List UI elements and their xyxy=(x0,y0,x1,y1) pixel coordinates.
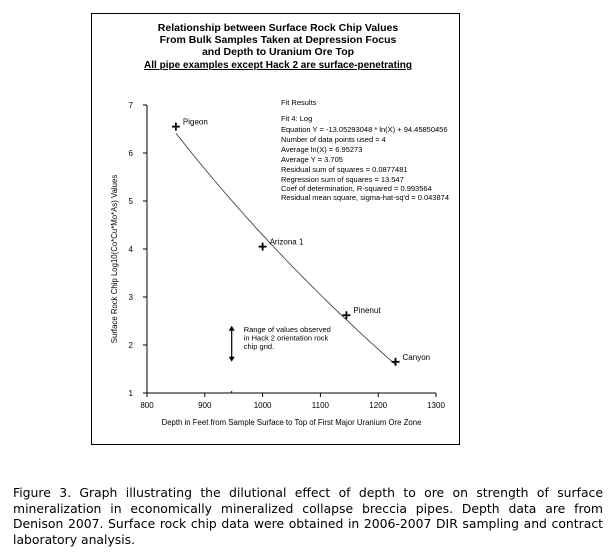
x-tick-label: 1000 xyxy=(253,401,272,410)
fit-result-line: Number of data points used = 4 xyxy=(281,135,386,144)
fit-result-line: Residual sum of squares = 0.0877481 xyxy=(281,165,408,174)
data-point-label: Pigeon xyxy=(182,117,208,127)
range-arrow-down-icon xyxy=(229,357,235,362)
range-annotation xyxy=(229,325,331,393)
x-tick-label: 1300 xyxy=(427,401,445,410)
x-tick-label: 900 xyxy=(198,401,212,410)
fit-result-line: Average Y = 3.705 xyxy=(281,155,343,164)
y-tick-label: 2 xyxy=(128,341,133,350)
fit-result-line: Residual mean square, sigma-hat-sq'd = 0.043874 xyxy=(281,193,449,202)
axes xyxy=(110,101,445,427)
range-annotation-text: chip grid. xyxy=(243,341,275,351)
fit-result-line: Coef of determination, R-squared = 0.993564 xyxy=(281,184,432,193)
fit-result-line: Fit 4: Log xyxy=(281,114,313,123)
fit-result-line: Regression sum of squares = 13.547 xyxy=(281,175,404,184)
y-tick-label: 3 xyxy=(128,293,133,302)
figure-caption: Figure 3. Graph illustrating the dilutional effect of depth to ore on strength of surface mineralization in economically mineralized collapse breccia pipes. Depth data are from Denison 2007. Surface rock chip data were obtained in 2006-2007 DIR sampling and contract laboratory analysis. xyxy=(13,485,603,547)
x-axis-label: Depth in Feet from Sample Surface to Top of First Major Uranium Ore Zone xyxy=(161,418,422,427)
fit-result-line: Average ln(X) = 6.95273 xyxy=(281,145,363,154)
chart-title-line: All pipe examples except Hack 2 are surface-penetrating xyxy=(144,60,412,71)
x-tick-label: 1100 xyxy=(311,401,330,410)
y-tick-label: 1 xyxy=(128,389,133,398)
x-tick-label: 1200 xyxy=(369,401,388,410)
data-point-label: Canyon xyxy=(402,352,431,362)
fit-result-line: Equation Y = -13.05293048 * ln(X) + 94.45850456 xyxy=(281,125,448,134)
y-axis-label: Surface Rock Chip Log10(Co*Cu*Mo*As) Values xyxy=(110,174,119,344)
range-annotation-text: in Hack 2 orientation rock xyxy=(243,333,329,343)
y-tick-label: 6 xyxy=(128,149,133,158)
y-tick-label: 4 xyxy=(128,245,133,254)
data-point-label: Arizona 1 xyxy=(269,237,304,247)
range-arrow-up-icon xyxy=(229,326,235,331)
chart-title-line: From Bulk Samples Taken at Depression Focus xyxy=(159,34,397,46)
fit-result-line: Fit Results xyxy=(281,98,317,107)
data-point-label: Pinenut xyxy=(353,306,381,316)
y-tick-label: 5 xyxy=(128,197,133,206)
range-annotation-text: Range of values observed xyxy=(243,324,331,334)
fit-results-box xyxy=(281,98,449,202)
chart-title-line: Relationship between Surface Rock Chip Values xyxy=(157,22,399,34)
chart-title-line: and Depth to Uranium Ore Top xyxy=(201,46,355,58)
x-tick-label: 800 xyxy=(140,401,154,410)
chart-title xyxy=(144,22,412,71)
y-tick-label: 7 xyxy=(128,101,133,110)
